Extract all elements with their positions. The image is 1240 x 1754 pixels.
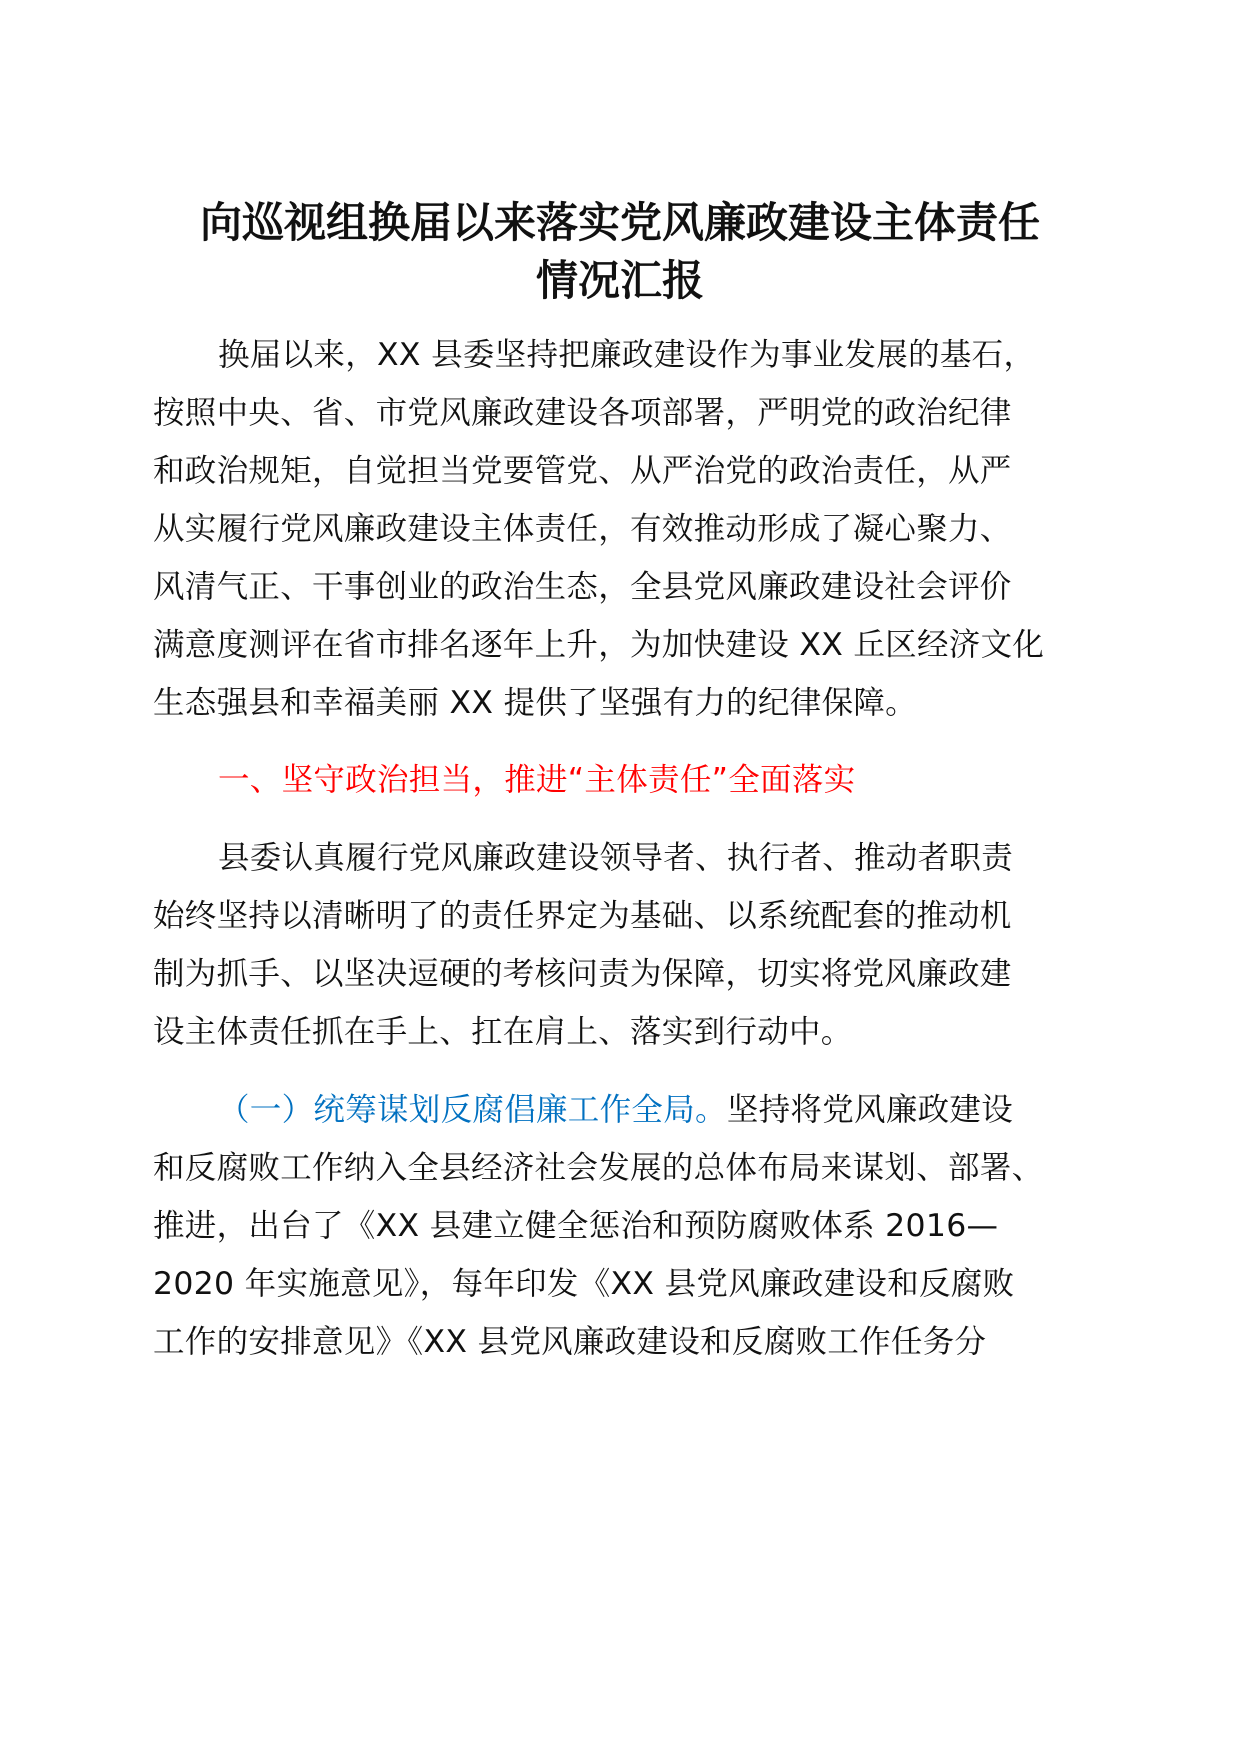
section1-line-2: 始终坚持以清晰明了的责任界定为基础、以系统配套的推动机: [153, 898, 1012, 934]
intro-line-4: 从实履行党风廉政建设主体责任，有效推动形成了凝心聚力、: [153, 511, 1012, 547]
intro-line-7: 生态强县和幸福美丽 XX 提供了坚强有力的纪律保障。: [153, 685, 917, 721]
intro-line-6: 满意度测评在省市排名逐年上升，为加快建设 XX 丘区经济文化: [153, 627, 1045, 663]
document-title-line-2: 情况汇报: [535, 256, 704, 305]
intro-line-5: 风清气正、干事创业的政治生态，全县党风廉政建设社会评价: [153, 569, 1012, 605]
subsection1-first-line-text: 坚持将党风廉政建设: [726, 1092, 1014, 1128]
document-title-line-1: 向巡视组换届以来落实党风廉政建设主体责任: [199, 198, 1040, 247]
subsection1-line-3: 推进，出台了《XX 县建立健全惩治和预防腐败体系 2016—: [153, 1208, 999, 1244]
intro-line-3: 和政治规矩，自觉担当党要管党、从严治党的政治责任，从严: [153, 453, 1012, 489]
subsection1-first-line: [218, 1090, 1013, 1130]
subsection1-line-2: 和反腐败工作纳入全县经济社会发展的总体布局来谋划、部署、: [153, 1150, 1044, 1186]
section1-line-4: 设主体责任抓在手上、扛在肩上、落实到行动中。: [153, 1014, 853, 1050]
intro-line-1: 换届以来，XX 县委坚持把廉政建设作为事业发展的基石，: [218, 337, 1036, 373]
section1-line-1: 县委认真履行党风廉政建设领导者、执行者、推动者职责: [218, 840, 1014, 876]
section-heading-1: 一、坚守政治担当，推进“主体责任”全面落实: [218, 762, 856, 798]
subsection1-line-5: 工作的安排意见》《XX 县党风廉政建设和反腐败工作任务分: [153, 1324, 987, 1360]
section1-line-3: 制为抓手、以坚决逗硬的考核问责为保障，切实将党风廉政建: [153, 956, 1012, 992]
intro-line-2: 按照中央、省、市党风廉政建设各项部署，严明党的政治纪律: [153, 395, 1012, 431]
subsection1-label: （一）统筹谋划反腐倡廉工作全局。: [218, 1092, 727, 1128]
subsection1-line-4: 2020 年实施意见》，每年印发《XX 县党风廉政建设和反腐败: [153, 1266, 1015, 1302]
